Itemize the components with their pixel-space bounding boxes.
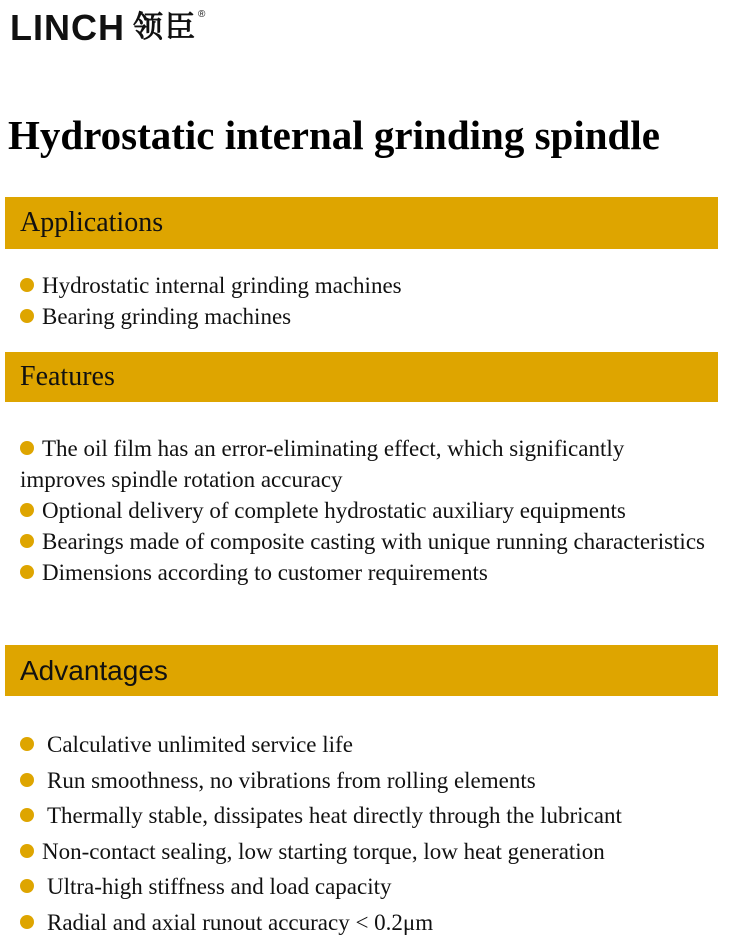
list-item <box>20 869 720 905</box>
list-item <box>20 905 720 941</box>
bullet-icon <box>20 309 34 323</box>
page-title: Hydrostatic internal grinding spindle <box>8 112 660 158</box>
list-item-text: Thermally stable, dissipates heat directly through the lubricant <box>47 803 622 828</box>
features-list <box>20 433 710 588</box>
list-item-text: Dimensions according to customer requirements <box>42 560 488 585</box>
advantages-list <box>20 727 720 940</box>
bullet-icon <box>20 773 34 787</box>
bullet-icon <box>20 844 34 858</box>
list-item <box>20 557 710 588</box>
list-item <box>20 834 720 870</box>
logo-chinese-wordmark: 领臣 <box>133 10 197 45</box>
list-item-text: Non-contact sealing, low starting torque, low heat generation <box>42 838 605 864</box>
bullet-icon <box>20 278 34 292</box>
list-item-text: Bearing grinding machines <box>42 304 292 329</box>
brand-logo <box>10 8 205 48</box>
applications-list <box>20 270 720 332</box>
list-item <box>20 301 720 332</box>
list-item <box>20 798 720 834</box>
list-item-text: Ultra-high stiffness and load capacity <box>47 874 392 899</box>
list-item-text: Hydrostatic internal grinding machines <box>42 273 402 298</box>
bullet-icon <box>20 879 34 893</box>
list-item-text: Optional delivery of complete hydrostatic auxiliary equipments <box>42 498 626 523</box>
list-item-text: Run smoothness, no vibrations from rolling elements <box>47 767 536 793</box>
section-header-features: Features <box>5 352 718 402</box>
bullet-icon <box>20 565 34 579</box>
bullet-icon <box>20 737 34 751</box>
list-item-text: Radial and axial runout accuracy < 0.2μm <box>47 909 434 935</box>
list-item <box>20 727 720 763</box>
bullet-icon <box>20 915 34 929</box>
section-header-applications: Applications <box>5 197 718 249</box>
list-item <box>20 433 710 495</box>
bullet-icon <box>20 503 34 517</box>
list-item-text: The oil film has an error-eliminating effect, which significantly improves spindle rotation accuracy <box>20 436 625 492</box>
bullet-icon <box>20 808 34 822</box>
list-item <box>20 763 720 799</box>
bullet-icon <box>20 441 34 455</box>
list-item <box>20 270 720 301</box>
bullet-icon <box>20 534 34 548</box>
list-item-text: Calculative unlimited service life <box>47 732 353 757</box>
list-item-text: Bearings made of composite casting with unique running characteristics <box>42 529 705 554</box>
list-item <box>20 526 710 557</box>
registered-trademark-icon: ® <box>198 9 206 20</box>
list-item <box>20 495 710 526</box>
logo-wordmark: LINCH <box>10 7 125 48</box>
section-header-advantages: Advantages <box>5 645 718 696</box>
